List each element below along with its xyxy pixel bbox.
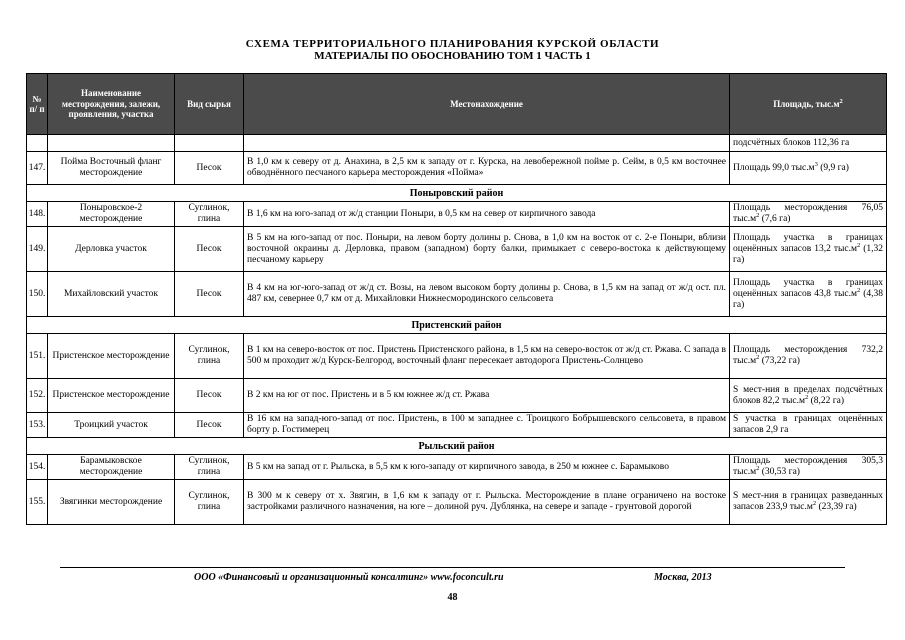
area-cell: S участка в границах оценённых запасов 2,9 га: [730, 413, 887, 438]
region-row: [27, 438, 887, 455]
area-cell: Площадь 99,0 $тыс.м^3$ (9,9 га): [730, 152, 887, 185]
deposit-name: Михайловский участок: [48, 272, 175, 317]
material-type: Песок: [175, 272, 244, 317]
location-cell: В 5 км на юго-запад от пос. Поныри, на левом борту долины р. Снова, в 1,0 км на восток от с. 2-е Поныри, вблизи восточной окраины д. Дерловка, правом (западном) борту балки, примыкает с северо-востока к действующему песчаному карьеру: [244, 227, 730, 272]
deposit-name: Звягинки месторождение: [48, 480, 175, 525]
region-row: [27, 317, 887, 334]
document-title: СХЕМА ТЕРРИТОРИАЛЬНОГО ПЛАНИРОВАНИЯ КУРСКОЙ ОБЛАСТИ: [245, 38, 660, 50]
material-type: Суглинок, глина: [175, 480, 244, 525]
row-number: 152.: [27, 379, 48, 413]
region-title: Рыльский район: [27, 438, 887, 455]
deposit-name: Пристенское месторождение: [48, 379, 175, 413]
location-cell: В 4 км на юг-юго-запад от ж/д ст. Возы, на левом высоком борту долины р. Снова, в 1,5 км на запад от ж/д ост. пл. 487 км, севернее 0,7 км от д. Михайловки Нижнесмородинского сельсовета: [244, 272, 730, 317]
col-header-location: Местонахождение: [244, 74, 730, 135]
region-title: Поныровский район: [27, 185, 887, 202]
row-number: 149.: [27, 227, 48, 272]
region-title: Пристенский район: [27, 317, 887, 334]
document-subtitle: МАТЕРИАЛЫ ПО ОБОСНОВАНИЮ ТОМ 1 ЧАСТЬ 1: [314, 50, 591, 62]
material-type: Суглинок, глина: [175, 202, 244, 227]
deposit-name: Дерловка участок: [48, 227, 175, 272]
row-number: 153.: [27, 413, 48, 438]
location-cell: В 16 км на запад-юго-запад от пос. Пристень, в 100 м западнее с. Троицкого Бобрышевского сельсовета, в правом борту р. Гостимерец: [244, 413, 730, 438]
area-cell: Площадь участка в границах оценённых запасов 13,2 $тыс.м^2$ (1,32 га): [730, 227, 887, 272]
footer-divider: [60, 567, 845, 568]
table-row: [27, 480, 887, 525]
area-cell: Площадь месторождения 76,05 $тыс.м^2$ (7,6 га): [730, 202, 887, 227]
table-row: [27, 413, 887, 438]
deposits-table: [26, 73, 887, 525]
material-type: Суглинок, глина: [175, 334, 244, 379]
region-row: [27, 185, 887, 202]
row-number: 150.: [27, 272, 48, 317]
location-cell: В 300 м к северу от х. Звягин, в 1,6 км к западу от г. Рыльска. Месторождение в плане ограничено на востоке застройками различного назначения, на юге – долиной руч. Дублянка, на севере и западе - грунтовой дорогой: [244, 480, 730, 525]
page-number: 48: [447, 592, 458, 603]
col-header-num: № п/ п: [27, 74, 48, 135]
row-number: 147.: [27, 152, 48, 185]
row-number: 154.: [27, 455, 48, 480]
deposit-name: Троицкий участок: [48, 413, 175, 438]
area-cell: подсчётных блоков 112,36 га: [730, 135, 887, 152]
material-type: Песок: [175, 152, 244, 185]
row-number: 148.: [27, 202, 48, 227]
table-row: [27, 334, 887, 379]
location-cell: В 5 км на запад от г. Рыльска, в 5,5 км к юго-западу от кирпичного завода, в 250 м южнее с. Барамыково: [244, 455, 730, 480]
location-cell: В 1 км на северо-восток от пос. Пристень Пристенского района, в 1,5 км на северо-восток от ж/д ст. Ржава. С запада в 500 м проходит ж/д Курск-Белгород, восточный фланг пересекает автодорога Пристень-Солнцево: [244, 334, 730, 379]
location-cell: В 1,0 км к северу от д. Анахина, в 2,5 км к западу от г. Курска, на левобережной пойме р. Сейм, в 0,5 км восточнее обводнённого песчаного карьера месторождения «Пойма»: [244, 152, 730, 185]
table-row: [27, 227, 887, 272]
area-cell: S мест-ния в пределах подсчётных блоков 82,2 $тыс.м^2$ (8,22 га): [730, 379, 887, 413]
row-number: 155.: [27, 480, 48, 525]
material-type: Песок: [175, 413, 244, 438]
deposit-name: Пристенское месторождение: [48, 334, 175, 379]
col-header-area: Площадь, $тыс.м^2$: [730, 74, 887, 135]
material-type: Песок: [175, 227, 244, 272]
table-row: [27, 272, 887, 317]
deposit-name: Барамыковское месторождение: [48, 455, 175, 480]
material-type: Песок: [175, 379, 244, 413]
table-row: [27, 379, 887, 413]
material-type: Суглинок, глина: [175, 455, 244, 480]
col-header-name: Наименование месторождения, залежи, проявления, участка: [48, 74, 175, 135]
footer-company: ООО «Финансовый и организационный консалтинг» www.foconcult.ru: [194, 572, 504, 583]
row-number: 151.: [27, 334, 48, 379]
area-cell: Площадь месторождения 305,3 $тыс.м^2$ (30,53 га): [730, 455, 887, 480]
table-row-continuation: [27, 135, 887, 152]
deposit-name: Поныровское-2 месторождение: [48, 202, 175, 227]
location-cell: В 2 км на юг от пос. Пристень и в 5 км южнее ж/д ст. Ржава: [244, 379, 730, 413]
col-header-type: Вид сырья: [175, 74, 244, 135]
deposit-name: Пойма Восточный фланг месторождение: [48, 152, 175, 185]
table-row: [27, 202, 887, 227]
area-cell: Площадь участка в границах оценённых запасов 43,8 $тыс.м^2$ (4,38 га): [730, 272, 887, 317]
footer-city-year: Москва, 2013: [654, 572, 712, 583]
table-row: [27, 152, 887, 185]
table-body: [27, 135, 887, 525]
area-cell: S мест-ния в границах разведанных запасов 233,9 $тыс.м^2$ (23,39 га): [730, 480, 887, 525]
table-row: [27, 455, 887, 480]
location-cell: В 1,6 км на юго-запад от ж/д станции Поныри, в 0,5 км на север от кирпичного завода: [244, 202, 730, 227]
area-cell: Площадь месторождения 732,2 $тыс.м^2$ (73,22 га): [730, 334, 887, 379]
